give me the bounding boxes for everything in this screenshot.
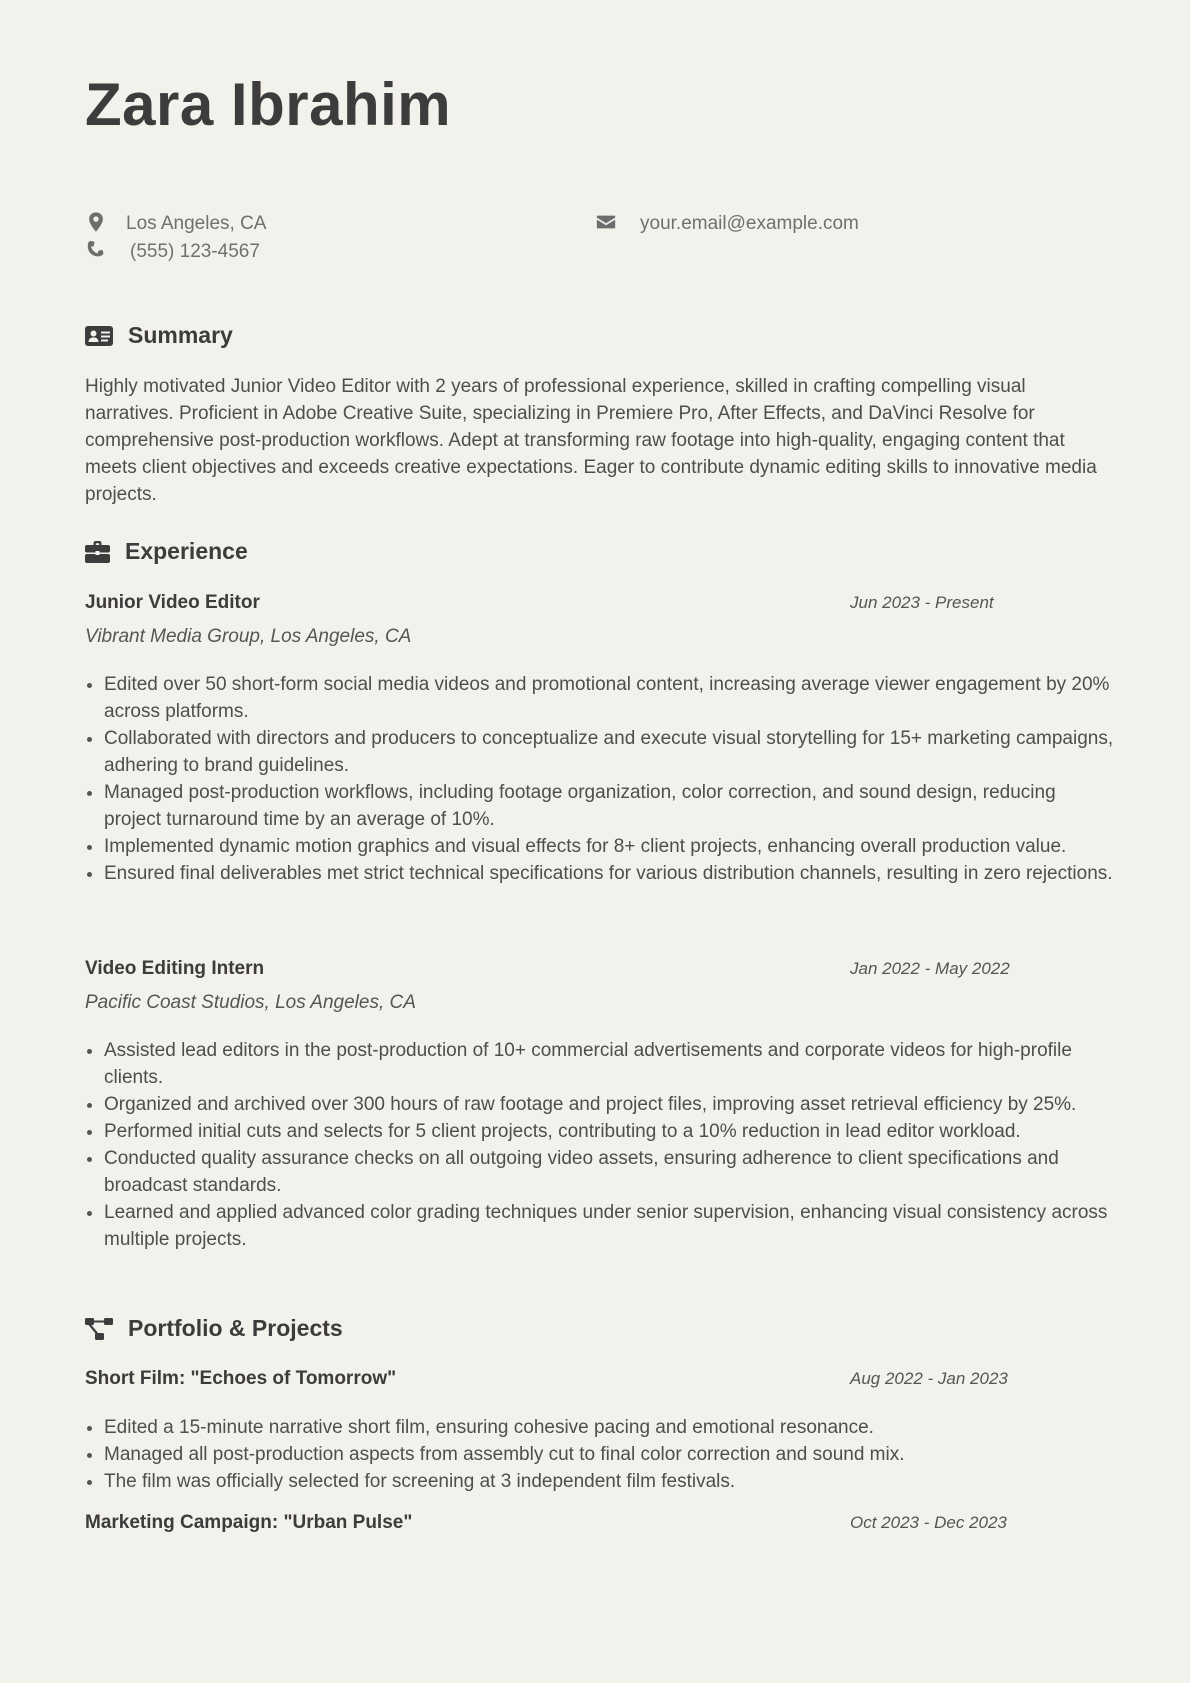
candidate-name: Zara Ibrahim	[85, 71, 452, 138]
id-card-icon	[85, 324, 113, 348]
project-title: Marketing Campaign: "Urban Pulse"	[85, 1512, 413, 1533]
email-text: your.email@example.com	[640, 213, 859, 234]
list-item: Ensured final deliverables met strict technical specifications for various distribution channels, resulting in zero rejections.	[85, 860, 1115, 887]
list-item: Managed all post-production aspects from assembly cut to final color correction and sound mix.	[85, 1441, 1115, 1468]
list-item: Managed post-production workflows, including footage organization, color correction, and sound design, reducing project turnaround time by an average of 10%.	[85, 779, 1115, 833]
list-item: Assisted lead editors in the post-production of 10+ commercial advertisements and corporate videos for high-profile clients.	[85, 1037, 1115, 1091]
list-item: Learned and applied advanced color grading techniques under senior supervision, enhancing visual consistency across multiple projects.	[85, 1199, 1115, 1253]
list-item: Conducted quality assurance checks on all outgoing video assets, ensuring adherence to client specifications and broadcast standards.	[85, 1145, 1115, 1199]
job-dates: Jan 2022 - May 2022	[850, 959, 1010, 978]
briefcase-icon	[85, 540, 110, 564]
job-dates: Jun 2023 - Present	[850, 593, 994, 612]
portfolio-heading: Portfolio & Projects	[128, 1315, 343, 1341]
list-item: Edited a 15-minute narrative short film, ensuring cohesive pacing and emotional resonance.	[85, 1414, 1115, 1441]
phone-text: (555) 123-4567	[130, 241, 260, 262]
experience-section-heading	[85, 538, 248, 565]
list-item: Organized and archived over 300 hours of raw footage and project files, improving asset retrieval efficiency by 25%.	[85, 1091, 1115, 1118]
job-company: Pacific Coast Studios, Los Angeles, CA	[85, 992, 416, 1013]
list-item: The film was officially selected for screening at 3 independent film festivals.	[85, 1468, 1115, 1495]
summary-text: Highly motivated Junior Video Editor with 2 years of professional experience, skilled in crafting compelling visual narratives. Proficient in Adobe Creative Suite, specializing in Premiere Pro, After Effects, and DaVinci Resolve for comprehensive post-production workflows. Adept at transforming raw footage into high-quality, engaging content that meets client objectives and exceeds creative expectations. Eager to contribute dynamic editing skills to innovative media projects.	[85, 376, 1097, 505]
location-text: Los Angeles, CA	[126, 213, 267, 234]
job-company: Vibrant Media Group, Los Angeles, CA	[85, 626, 412, 647]
project-diagram-icon	[85, 1317, 113, 1341]
map-pin-icon	[85, 211, 107, 233]
summary-section-heading	[85, 322, 233, 349]
list-item: Edited over 50 short-form social media videos and promotional content, increasing average viewer engagement by 20% across platforms.	[85, 671, 1115, 725]
job-bullet-list	[85, 1037, 1115, 1253]
project-dates: Aug 2022 - Jan 2023	[850, 1369, 1008, 1388]
summary-heading: Summary	[128, 322, 233, 348]
list-item: Performed initial cuts and selects for 5 client projects, contributing to a 10% reduction in lead editor workload.	[85, 1118, 1115, 1145]
list-item: Implemented dynamic motion graphics and visual effects for 8+ client projects, enhancing overall production value.	[85, 833, 1115, 860]
project-dates: Oct 2023 - Dec 2023	[850, 1513, 1007, 1532]
portfolio-section-heading	[85, 1315, 343, 1342]
project-title: Short Film: "Echoes of Tomorrow"	[85, 1368, 397, 1389]
phone-icon	[85, 239, 107, 261]
job-title: Video Editing Intern	[85, 958, 265, 979]
job-bullet-list	[85, 671, 1115, 887]
project-bullet-list	[85, 1414, 1115, 1495]
experience-heading: Experience	[125, 538, 248, 564]
list-item: Collaborated with directors and producers to conceptualize and execute visual storytelling for 15+ marketing campaigns, adhering to brand guidelines.	[85, 725, 1115, 779]
envelope-icon	[595, 211, 617, 233]
job-title: Junior Video Editor	[85, 592, 260, 613]
